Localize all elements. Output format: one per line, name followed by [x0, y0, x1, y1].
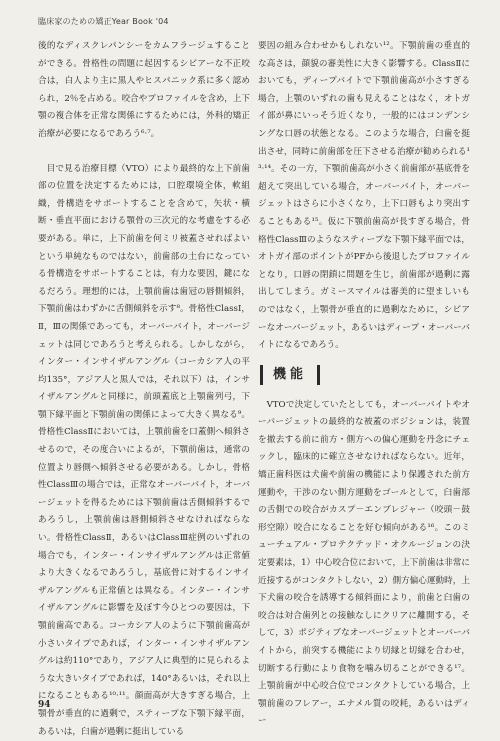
page-number: 94: [38, 700, 51, 710]
section-heading: 機能: [260, 365, 320, 385]
body-paragraph: VTOで決定していたとしても，オーバーバイトやオーバージェットの最終的な被蓋のポジションは，装置を撤去する前に前方・側方への偏心運動を丹念にチェックし，臨床的に確立させなければならない。近年，矯正歯科医は犬歯や前歯の機能により保護された前方運動や，干渉のない側方運動をゴールとして，臼歯部の舌側での咬合がカスプ－エンブレジャー（咬頭－鼓形空隙）咬合になることを好む傾向がある¹⁶。このミューチュアル・プロテクテッド・オクルージョンの決定要素は，1）中心咬合位において，上下前歯は非常に近接するがコンタクトしない，2）側方偏心運動時，上下犬歯の咬合を誘導する傾斜面により，前歯と臼歯の咬合は対合歯列との接触なしにクリアに離開する，そして，3）ポジティブなオーバージェットとオーバーバイトから，前突する機能により切縁と切縁を合わせ，切断する行動により食物を噛み切ることができる¹⁷。上顎前歯が中心咬合位でコンタクトしている場合，上顎前歯のフレアー，エナメル質の咬耗，あるいはディー: [258, 399, 470, 727]
running-head: 臨床家のための矯正Year Book '04: [38, 17, 169, 26]
left-column: [38, 38, 250, 741]
body-paragraph: 要因の組み合わせかもしれない¹²。下顎前歯の垂直的な高さは，顔貌の審美性に大きく影響する。ClassⅡにおいても，ディープバイトで下顎前歯高が小さすぎる場合，上顎のいずれの歯も見えることはなく，オトガイ部が鼻にいっそう近くなり，一般的にはコンデンシングな口唇の状態となる。このような場合，臼歯を挺出させ，同時に前歯部を圧下させる治療が勧められる¹³·¹⁴。その一方，下顎前歯高が小さく前歯部が基底骨を超えて突出している場合，オーバーバイト，オーバージェットはさらに小さくなり，上下口唇もより突出することもある¹⁵。仮に下顎前歯高が長すぎる場合，骨格性ClassⅢのようなスティープな下顎下縁平面では，オトガイ部のポイントがPFから後退したプロファイルとなり，口唇の閉鎖に問題を生じ，前歯部が過剰に露出してしまう。ガミースマイルは審美的に望ましいものではなく，上顎骨が垂直的に過剰なために，シビアーなオーバージェット，あるいはディープ・オーバーバイトになるであろう。: [258, 41, 470, 351]
body-paragraph: 目で見る治療目標（VTO）により最終的な上下前歯部の位置を決定するためには，口腔環境全体，軟組織，骨構造をサポートすることを含めて，矢状・横断・垂直平面における顎骨の三次元的な考慮をする必要がある。単に，上下前歯を何ミリ被蓋させればよいという単純なものではない，前歯部の土台になっている骨構造をサポートすることは，有力な要因，鍵になるだろう。理想的には，上顎前歯は歯冠の唇側傾斜，下顎前歯はわずかに舌側傾斜を示す⁸。骨格性ClassⅠ，Ⅱ，Ⅲの関係であっても，オーバーバイト，オーバージェットは同じであろうと考えられる。しかしながら，インター・インサイザルアングル（コーカシア人の平均135°，アジア人と黒人では，それ以下）は，インサイザルアングルと同様に，前頭蓋底と上顎歯列弓，下顎下縁平面と下顎前歯の関係によって大きく異なる⁹。骨格性ClassⅡにおいては，上顎前歯を口蓋側へ傾斜させるので，その度合いによるが，下顎前歯は，通常の位置より唇側へ傾斜させる必要がある。しかし，骨格性ClassⅢの場合では，正常なオーバーバイト，オーバージェットを得るためには下顎前歯は舌側傾斜するであろうし，上顎前歯は唇側傾斜させなければならない。骨格性ClassⅡ，あるいはClassⅢ症例のいずれの場合でも，インター・インサイザルアングルは正常値より大きくなるであろうし，基底骨に対するインサイザルアングルも正常値とは異なる。インター・インサイザルアングルに影響を及ぼす今ひとつの要因は，下顎前歯高である。コーカシア人のように下顎前歯高が小さいタイプであれば，インター・インサイザルアングルは約110°であり，アジア人に典型的に見られるような大きいタイプであれば，140°あるいは，それ以上になることもある¹⁰·¹¹。顔面高が大きすぎる場合，上顎骨が垂直的に過剰で，スティープな下顎下縁平面，あるいは，臼歯が過剰に挺出している: [38, 163, 250, 737]
right-column: [258, 38, 470, 731]
body-paragraph: 後的なディスクレパンシーをカムフラージュすることができる。骨格性の問題に起因するシビアーな不正咬合は，白人より主に黒人やヒスパニック系に多く認められ，2％を占める。咬合やプロファイルを含め，上下顎の複合体を正常な関係にするためには，外科的矯正治療が必要になるであろう⁶·⁷。: [38, 41, 250, 139]
paragraph-spacer: [38, 144, 250, 161]
